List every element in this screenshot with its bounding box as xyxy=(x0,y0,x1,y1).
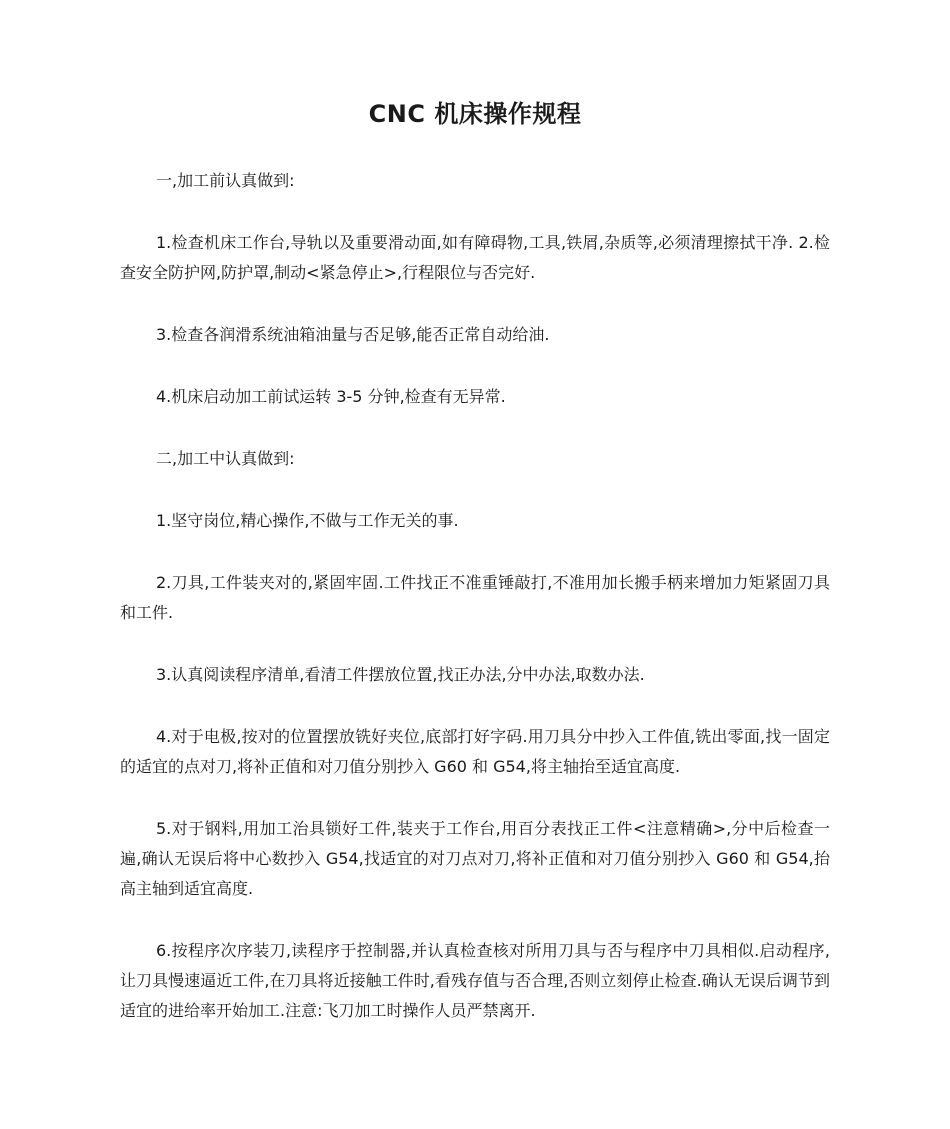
paragraph-item: 4.对于电极,按对的位置摆放铣好夹位,底部打好字码.用刀具分中抄入工件值,铣出零面,找一固定的适宜的点对刀,将补正值和对刀值分别抄入 G60 和 G54,将主轴抬至适宜高度. xyxy=(120,727,830,776)
paragraph-item: 3.检查各润滑系统油箱油量与否足够,能否正常自动给油. xyxy=(156,325,550,344)
section-heading-before: 一,加工前认真做到: xyxy=(156,171,295,190)
paragraph-item: 6.按程序次序装刀,读程序于控制器,并认真检查核对所用刀具与否与程序中刀具相似.启动程序,让刀具慢速逼近工件,在刀具将近接触工件时,看残存值与否合理,否则立刻停止检查.确认无误后调节到适宜的进给率开始加工.注意:飞刀加工时操作人员严禁离开. xyxy=(120,941,830,1020)
paragraph-item: 3.认真阅读程序清单,看清工件摆放位置,找正办法,分中办法,取数办法. xyxy=(156,665,645,684)
document-title: CNC 机床操作规程 xyxy=(368,100,582,128)
paragraph-item: 1.坚守岗位,精心操作,不做与工作无关的事. xyxy=(156,511,459,530)
paragraph-item: 5.对于钢料,用加工治具锁好工件,装夹于工作台,用百分表找正工件<注意精确>,分中后检查一遍,确认无误后将中心数抄入 G54,找适宜的对刀点对刀,将补正值和对刀值分别抄入 G60 和 G54,抬高主轴到适宜高度. xyxy=(120,819,830,898)
section-heading-during: 二,加工中认真做到: xyxy=(156,449,295,468)
paragraph-item: 1.检查机床工作台,导轨以及重要滑动面,如有障碍物,工具,铁屑,杂质等,必须清理擦拭干净. 2.检查安全防护网,防护罩,制动<紧急停止>,行程限位与否完好. xyxy=(120,233,830,282)
paragraph-item: 2.刀具,工件装夹对的,紧固牢固.工件找正不准重锤敲打,不准用加长搬手柄来增加力矩紧固刀具和工件. xyxy=(120,573,830,622)
paragraph-item: 4.机床启动加工前试运转 3-5 分钟,检查有无异常. xyxy=(156,387,506,406)
